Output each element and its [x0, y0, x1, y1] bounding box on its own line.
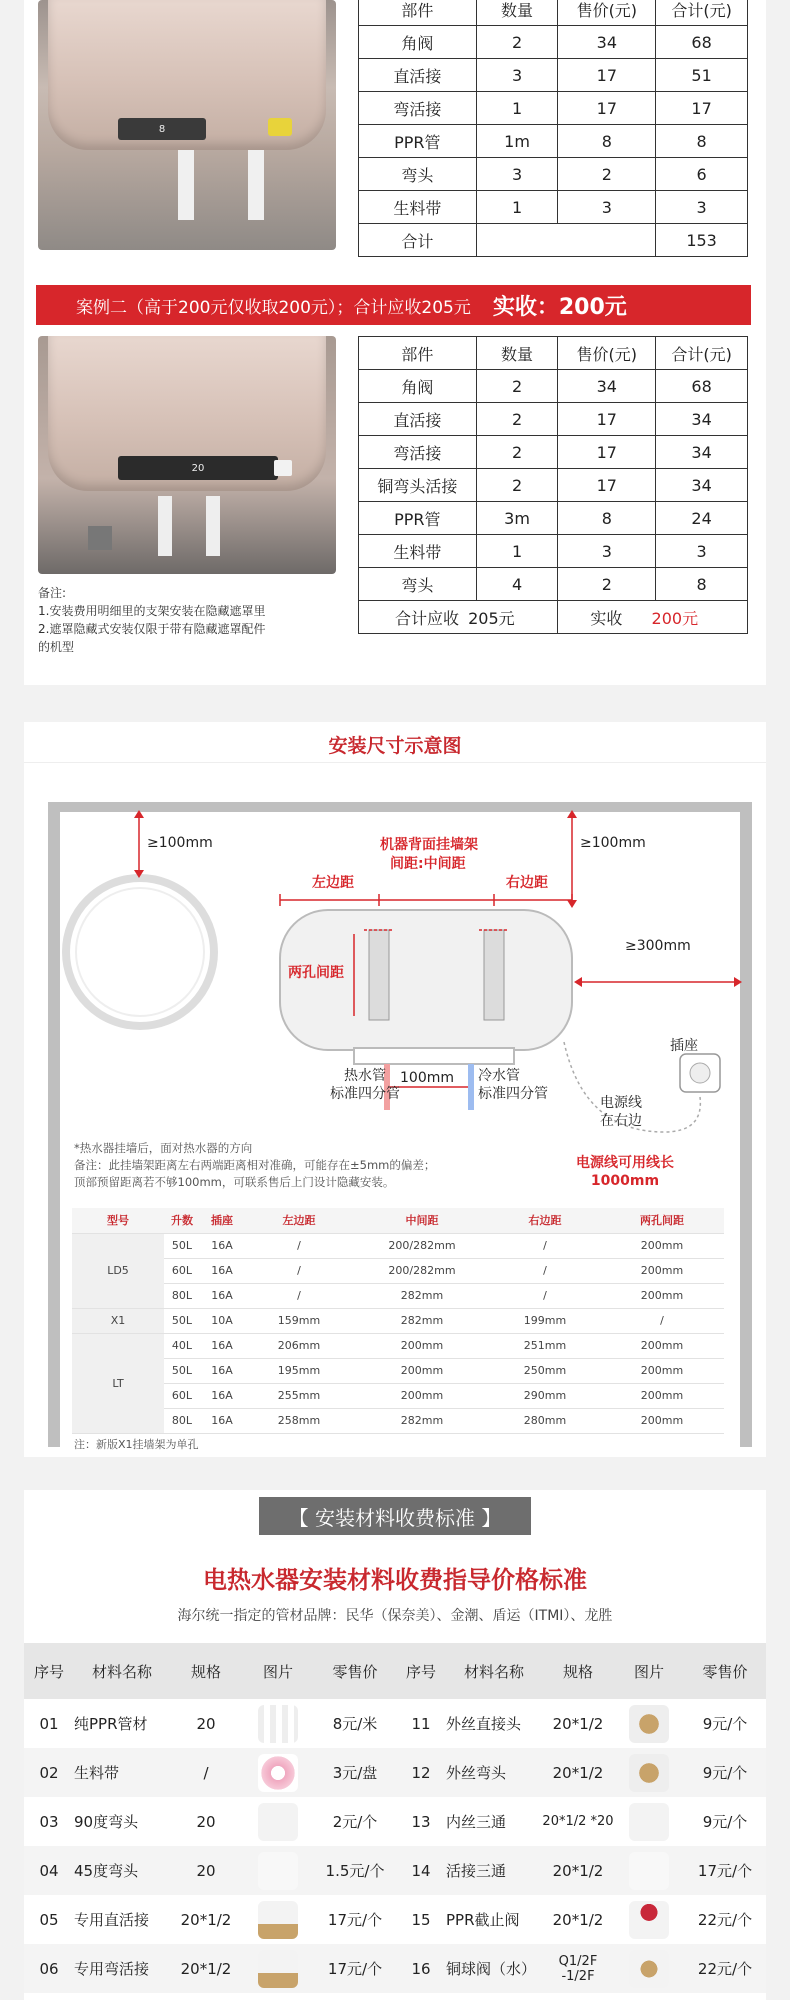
index-cell: 02 — [24, 1748, 74, 1797]
header-cell: 售价(元) — [558, 0, 656, 26]
subtotal: 8 — [656, 125, 748, 158]
subtotal: 8 — [656, 568, 748, 601]
table-header-row — [72, 1208, 724, 1233]
middle-cell: 282mm — [354, 1308, 490, 1333]
table-header-row — [24, 1643, 766, 1699]
subtotal: 34 — [656, 403, 748, 436]
price: 17 — [558, 92, 656, 125]
table-row — [359, 403, 748, 436]
middle-cell: 200mm — [354, 1333, 490, 1358]
part-name: 弯头 — [359, 568, 477, 601]
case2-notes — [38, 584, 348, 656]
header-cell: 序号 — [24, 1643, 74, 1699]
panel-display: 20 — [191, 462, 205, 474]
model-cell: LD5 — [72, 1233, 164, 1308]
header-cell: 数量 — [476, 0, 558, 26]
table-row — [359, 59, 748, 92]
hole-cell: 200mm — [600, 1333, 724, 1358]
materials-subtitle: 海尔统一指定的管材品牌：民华（保奈美）、金潮、盾运（ITMI）、龙胜 — [177, 1608, 613, 1624]
note-line: 的机型 — [38, 640, 75, 654]
price-cell: 3元/盘 — [314, 1748, 396, 1797]
qty: 2 — [476, 436, 558, 469]
qty: 1 — [476, 191, 558, 224]
tee-image — [629, 1803, 669, 1841]
cold-pipe-label — [478, 1067, 548, 1103]
table-row — [359, 469, 748, 502]
spec-cell: 20 — [196, 1812, 216, 1831]
middle-cell: 282mm — [354, 1408, 490, 1433]
price-cell: 1.5元/个 — [314, 1846, 396, 1895]
header-cell: 规格 — [542, 1643, 614, 1699]
part-name: 弯活接 — [359, 92, 477, 125]
model-cell: X1 — [72, 1308, 164, 1333]
subtotal: 17 — [656, 92, 748, 125]
header-cell: 序号 — [396, 1643, 446, 1699]
ball-valve-image — [629, 1950, 669, 1988]
part-name: 直活接 — [359, 403, 477, 436]
bracket-title-1: 机器背面挂墙架 — [380, 837, 478, 853]
table-row — [359, 535, 748, 568]
part-name: 角阀 — [359, 26, 477, 59]
table-row — [359, 568, 748, 601]
pipe-gap-label: 100mm — [400, 1070, 454, 1086]
materials-table — [24, 1643, 766, 1993]
table-header-row — [359, 337, 748, 370]
table-header-row — [359, 0, 748, 26]
socket-cell: 16A — [200, 1383, 244, 1408]
subtotal: 68 — [656, 26, 748, 59]
material-name: 活接三通 — [446, 1846, 542, 1895]
top-right-clearance: ≥100mm — [580, 835, 646, 851]
model-cell: LT — [72, 1333, 164, 1433]
subtotal: 24 — [656, 502, 748, 535]
hole-cell: 200mm — [600, 1358, 724, 1383]
qty: 3m — [476, 502, 558, 535]
part-name: 直活接 — [359, 59, 477, 92]
heater-photo-case2 — [38, 336, 336, 574]
left-cell: 195mm — [244, 1358, 354, 1383]
spec-cell: 20*1/2 — [542, 1748, 614, 1797]
header-cell: 左边距 — [244, 1208, 354, 1233]
hole-cell: 200mm — [600, 1233, 724, 1258]
price-cell: 17元/个 — [314, 1944, 396, 1993]
qty: 1m — [476, 125, 558, 158]
subtotal: 3 — [656, 535, 748, 568]
note-line: 备注: — [38, 586, 67, 600]
header-cell: 两孔间距 — [600, 1208, 724, 1233]
header-cell: 型号 — [72, 1208, 164, 1233]
spec-cell: 20*1/2 — [180, 1910, 232, 1929]
right-cell: / — [490, 1258, 600, 1283]
material-name: PPR截止阀 — [446, 1911, 520, 1929]
materials-section-label: 【 安装材料收费标准 】 — [259, 1497, 531, 1535]
subtotal: 6 — [656, 158, 748, 191]
index-cell: 12 — [396, 1748, 446, 1797]
price: 34 — [558, 26, 656, 59]
note-line: 顶部预留距离若不够100mm，可联系售后上门设计隐藏安装。 — [74, 1175, 395, 1189]
right-cell: / — [490, 1233, 600, 1258]
part-name: 生料带 — [359, 535, 477, 568]
volume-cell: 50L — [164, 1358, 200, 1383]
price-cell: 9元/个 — [702, 1813, 748, 1831]
ppr-pipe-image — [258, 1705, 298, 1743]
socket-label: 插座 — [670, 1038, 698, 1054]
cold-pipe-line2: 标准四分管 — [478, 1086, 548, 1102]
middle-cell: 200/282mm — [354, 1233, 490, 1258]
index-cell: 16 — [396, 1944, 446, 1993]
actual-label: 实收 — [590, 608, 623, 628]
table-row — [72, 1408, 724, 1433]
left-cell: 206mm — [244, 1333, 354, 1358]
index-cell: 11 — [411, 1714, 431, 1733]
right-cell: 250mm — [490, 1358, 600, 1383]
qty: 4 — [476, 568, 558, 601]
price: 17 — [558, 469, 656, 502]
socket-cell: 16A — [200, 1333, 244, 1358]
header-cell: 部件 — [359, 0, 477, 26]
table-row — [24, 1748, 766, 1797]
part-name: 铜弯头活接 — [359, 469, 477, 502]
left-cell: 258mm — [244, 1408, 354, 1433]
table-row — [359, 158, 748, 191]
table-row — [72, 1358, 724, 1383]
spec-cell: 20 — [196, 1714, 216, 1733]
header-cell: 图片 — [242, 1643, 314, 1699]
spec-cell: 20*1/2 *20 — [542, 1814, 614, 1829]
subtotal: 68 — [656, 370, 748, 403]
spec-footnote: 注：新版X1挂墙架为单孔 — [74, 1438, 199, 1451]
right-cell: / — [490, 1283, 600, 1308]
hole-cell: 200mm — [600, 1258, 724, 1283]
total-label: 合计 — [359, 224, 477, 257]
price: 17 — [558, 59, 656, 92]
volume-cell: 80L — [164, 1408, 200, 1433]
spec-cell: 20*1/2 — [552, 1714, 604, 1733]
price-cell: 8元/米 — [332, 1715, 378, 1733]
table-row — [359, 370, 748, 403]
index-cell: 06 — [24, 1944, 74, 1993]
socket-cell: 16A — [200, 1233, 244, 1258]
index-cell: 13 — [411, 1812, 431, 1831]
spec-cell: 20*1/2 — [552, 1910, 604, 1929]
header-cell: 合计(元) — [656, 0, 748, 26]
table-row — [24, 1895, 766, 1944]
volume-cell: 50L — [164, 1233, 200, 1258]
index-cell: 03 — [39, 1812, 59, 1831]
part-name: 角阀 — [359, 370, 477, 403]
hot-pipe-label — [330, 1067, 400, 1103]
table-row — [359, 502, 748, 535]
qty: 2 — [476, 370, 558, 403]
spec-cell: 20*1/2 — [170, 1944, 242, 1993]
header-cell: 中间距 — [354, 1208, 490, 1233]
index-cell: 04 — [24, 1846, 74, 1895]
dimension-notes — [74, 1140, 574, 1191]
header-cell: 数量 — [476, 337, 558, 370]
power-cord-label — [600, 1094, 642, 1130]
table-row — [359, 125, 748, 158]
hole-spacing-label: 两孔间距 — [288, 965, 344, 981]
dimension-title: 安装尺寸示意图 — [328, 735, 462, 757]
banner-actual: 实收：200元 — [492, 294, 627, 320]
qty: 2 — [476, 469, 558, 502]
power-cord-length — [576, 1154, 674, 1190]
left-cell: / — [244, 1283, 354, 1308]
part-name: PPR管 — [359, 125, 477, 158]
left-cell: / — [244, 1233, 354, 1258]
right-cell: 251mm — [490, 1333, 600, 1358]
table-row — [72, 1308, 724, 1333]
right-side-clearance: ≥300mm — [625, 938, 691, 954]
price: 8 — [558, 502, 656, 535]
total-row — [359, 224, 748, 257]
material-name: 45度弯头 — [74, 1846, 170, 1895]
right-cell: 199mm — [490, 1308, 600, 1333]
header-cell: 插座 — [200, 1208, 244, 1233]
stop-valve-image — [629, 1901, 669, 1939]
table-row — [72, 1258, 724, 1283]
header-cell: 材料名称 — [446, 1643, 542, 1699]
note-line: 1.安装费用明细里的支架安装在隐藏遮罩里 — [38, 604, 266, 618]
index-cell: 15 — [411, 1910, 431, 1929]
material-name: 90度弯头 — [74, 1813, 139, 1831]
price: 17 — [558, 403, 656, 436]
left-cell: 159mm — [244, 1308, 354, 1333]
bracket-title-2: 间距:中间距 — [390, 856, 466, 872]
fitting-image — [629, 1705, 669, 1743]
price: 3 — [558, 535, 656, 568]
top-left-clearance: ≥100mm — [147, 835, 213, 851]
table-row — [24, 1846, 766, 1895]
socket-cell: 16A — [200, 1283, 244, 1308]
price: 8 — [558, 125, 656, 158]
spec-cell: Q1/2F -1/2F — [542, 1944, 614, 1993]
subtotal: 3 — [656, 191, 748, 224]
table-row — [72, 1283, 724, 1308]
material-name: 外丝弯头 — [446, 1748, 542, 1797]
socket-cell: 16A — [200, 1258, 244, 1283]
price-cell: 2元/个 — [332, 1813, 378, 1831]
middle-cell: 282mm — [354, 1283, 490, 1308]
spec-cell: / — [170, 1748, 242, 1797]
material-name: 铜球阀（水） — [446, 1944, 542, 1993]
actual-value: 200元 — [651, 608, 699, 628]
union-tee-image — [629, 1852, 669, 1890]
qty: 3 — [476, 158, 558, 191]
table-row — [359, 191, 748, 224]
material-name: 生料带 — [74, 1748, 170, 1797]
index-cell: 14 — [396, 1846, 446, 1895]
qty: 2 — [476, 403, 558, 436]
material-name: 专用弯活接 — [74, 1944, 170, 1993]
cord-length-line2: 1000mm — [590, 1173, 660, 1189]
socket-cell: 10A — [200, 1308, 244, 1333]
price-cell: 17元/个 — [684, 1846, 766, 1895]
table-row — [24, 1944, 766, 1993]
table-row — [72, 1383, 724, 1408]
price: 2 — [558, 568, 656, 601]
cost-cases-card — [24, 0, 766, 685]
right-margin-label: 右边距 — [506, 875, 548, 891]
material-name: 内丝三通 — [446, 1813, 507, 1831]
note-line: 备注：此挂墙架距离左右两端距离相对准确，可能存在±5mm的偏差； — [74, 1158, 436, 1172]
index-cell: 05 — [39, 1910, 59, 1929]
price-cell: 9元/个 — [684, 1748, 766, 1797]
table-row — [72, 1233, 724, 1258]
qty: 2 — [476, 26, 558, 59]
price-cell: 22元/个 — [697, 1911, 753, 1929]
material-name: 外丝直接头 — [446, 1715, 522, 1733]
part-name: 弯头 — [359, 158, 477, 191]
header-cell: 右边距 — [490, 1208, 600, 1233]
volume-cell: 60L — [164, 1258, 200, 1283]
power-cord-line2: 在右边 — [600, 1113, 642, 1129]
heater-photo-case1 — [38, 0, 336, 250]
spec-table — [72, 1208, 724, 1434]
elbow-90-image — [258, 1803, 298, 1841]
elbow-image — [629, 1754, 669, 1792]
middle-cell: 200/282mm — [354, 1258, 490, 1283]
price-cell: 22元/个 — [684, 1944, 766, 1993]
price: 3 — [558, 191, 656, 224]
header-cell: 图片 — [614, 1643, 684, 1699]
straight-union-image — [258, 1901, 298, 1939]
middle-cell: 200mm — [354, 1358, 490, 1383]
panel-display: 8 — [158, 123, 166, 135]
index-cell: 01 — [39, 1714, 59, 1733]
total-label: 合计应收 — [395, 608, 460, 628]
cord-length-line1: 电源线可用线长 — [576, 1155, 674, 1171]
total-value: 205元 — [468, 608, 515, 628]
note-line: 2.遮罩隐藏式安装仅限于带有隐藏遮罩配件 — [38, 622, 266, 636]
left-cell: 255mm — [244, 1383, 354, 1408]
table-row — [359, 26, 748, 59]
banner-text: 案例二（高于200元仅收取200元）；合计应收205元 — [76, 297, 471, 318]
socket-cell: 16A — [200, 1408, 244, 1433]
note-line: *热水器挂墙后，面对热水器的方向 — [74, 1141, 253, 1155]
subtotal: 34 — [656, 469, 748, 502]
left-cell: / — [244, 1258, 354, 1283]
volume-cell: 50L — [164, 1308, 200, 1333]
table-row — [359, 436, 748, 469]
table-row — [24, 1797, 766, 1846]
material-name: 纯PPR管材 — [74, 1715, 148, 1733]
materials-title: 电热水器安装材料收费指导价格标准 — [203, 1566, 587, 1594]
hole-cell: 200mm — [600, 1383, 724, 1408]
case2-banner — [36, 285, 751, 325]
price-cell: 9元/个 — [702, 1715, 748, 1733]
left-margin-label: 左边距 — [312, 875, 354, 891]
header-cell: 售价(元) — [558, 337, 656, 370]
part-name: PPR管 — [359, 502, 477, 535]
part-name: 生料带 — [359, 191, 477, 224]
header-cell: 部件 — [359, 337, 477, 370]
hot-pipe-line2: 标准四分管 — [330, 1086, 400, 1102]
case2-cost-table — [358, 336, 748, 634]
total-value: 153 — [656, 224, 748, 257]
hole-cell: / — [600, 1308, 724, 1333]
spec-cell: 20*1/2 — [542, 1846, 614, 1895]
header-cell: 合计(元) — [656, 337, 748, 370]
case1-cost-table — [358, 0, 748, 257]
socket-cell: 16A — [200, 1358, 244, 1383]
volume-cell: 80L — [164, 1283, 200, 1308]
hole-cell: 200mm — [600, 1408, 724, 1433]
part-name: 弯活接 — [359, 436, 477, 469]
price-cell: 17元/个 — [327, 1911, 383, 1929]
qty: 1 — [476, 92, 558, 125]
header-cell: 零售价 — [684, 1643, 766, 1699]
tape-image — [258, 1754, 298, 1792]
hole-cell: 200mm — [600, 1283, 724, 1308]
header-cell: 材料名称 — [74, 1643, 170, 1699]
header-cell: 零售价 — [314, 1643, 396, 1699]
elbow-45-image — [258, 1852, 298, 1890]
table-row — [359, 92, 748, 125]
bent-union-image — [258, 1950, 298, 1988]
dimension-card — [24, 722, 766, 1457]
material-name: 专用直活接 — [74, 1911, 150, 1929]
qty: 3 — [476, 59, 558, 92]
hot-pipe-line1: 热水管 — [344, 1068, 386, 1084]
qty: 1 — [476, 535, 558, 568]
price: 17 — [558, 436, 656, 469]
cold-pipe-line1: 冷水管 — [478, 1068, 520, 1084]
power-cord-line1: 电源线 — [600, 1095, 642, 1111]
table-row — [24, 1699, 766, 1748]
total-row — [359, 601, 748, 634]
price: 2 — [558, 158, 656, 191]
subtotal: 51 — [656, 59, 748, 92]
header-cell: 规格 — [170, 1643, 242, 1699]
middle-cell: 200mm — [354, 1383, 490, 1408]
spec-cell: 20 — [170, 1846, 242, 1895]
right-cell: 280mm — [490, 1408, 600, 1433]
header-cell: 升数 — [164, 1208, 200, 1233]
volume-cell: 40L — [164, 1333, 200, 1358]
table-row — [72, 1333, 724, 1358]
price: 34 — [558, 370, 656, 403]
right-cell: 290mm — [490, 1383, 600, 1408]
subtotal: 34 — [656, 436, 748, 469]
volume-cell: 60L — [164, 1383, 200, 1408]
